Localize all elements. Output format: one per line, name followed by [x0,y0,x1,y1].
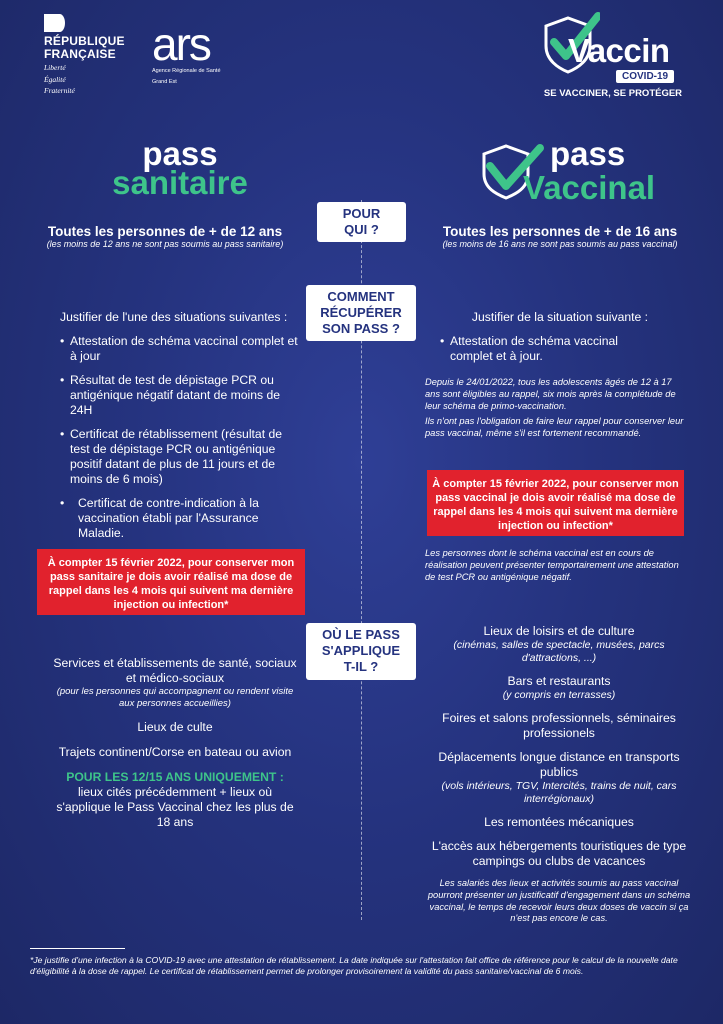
list-item: • Résultat de test de dépistage PCR ou antigénique négatif datant de moins de 24H [60,373,300,418]
vaccinal-note-3: Les personnes dont le schéma vaccinal est en cours de réalisation peuvent présenter temportairement une attestation de test PCR ou antigénique négatif. [425,548,679,582]
q2-line3: SON PASS ? [322,321,400,336]
ars-sub-1: Agence Régionale de Santé [152,68,221,74]
republique-francaise-logo [44,14,134,96]
ars-logo [152,18,252,86]
rf-title-line2: FRANÇAISE [44,47,116,61]
q3-line3: T-IL ? [343,659,379,674]
sanitaire-who-title: Toutes les personnes de + de 12 ans [47,224,283,239]
sanitaire-alert-box: À compter 15 février 2022, pour conserver mon pass sanitaire je dois avoir réalisé ma dose de rappel dans les 4 mois qui suivent ma dernière injection ou infection* [37,549,305,615]
list-item: • Attestation de schéma vaccinal complet et à jour [60,334,300,364]
vaccinal-place-6: L'accès aux hébergements touristiques de type campings ou clubs de vacances [431,839,687,868]
question-pour-qui [317,202,406,242]
vaccinal-place-3: Foires et salons professionnels, séminaires professionels [442,711,676,740]
vaccin-covid-logo [538,12,688,102]
pass-vaccinal-word: Vaccinal [523,169,656,206]
question-ou-s-applique [306,623,416,680]
slogan: SE VACCINER, SE PROTÉGER [543,88,683,99]
youth-text: lieux cités précédemment + lieux où s'applique le Pass Vaccinal chez les plus de 18 ans [56,785,294,829]
vaccinal-who [410,224,710,250]
vaccinal-intro: Justifier de la situation suivante : [471,310,649,324]
sanitaire-intro: Justifier de l'une des situations suivantes : [60,310,288,324]
vaccinal-place-1-note: (cinémas, salles de spectacle, musées, parcs d'attractions, ...) [453,639,665,664]
rf-motto-2: Égalité [44,74,66,84]
q1-line1: POUR [342,206,381,221]
vaccinal-place-4-note: (vols intérieurs, TGV, Intercités, trains de nuit, cars interrégionaux) [441,780,677,805]
vaccinal-place-4: Déplacements longue distance en transports publics [438,750,680,779]
marianne-flag-icon [44,14,76,32]
list-item: • Certificat de contre-indication à la vaccination établi par l'Assurance Maladie. [60,496,300,541]
pass-sanitaire-word: sanitaire [112,164,248,201]
sanitaire-place-2: Lieux de culte [137,720,213,734]
pass-sanitaire-pass-word: pass [142,135,218,172]
vaccinal-who-note: (les moins de 16 ans ne sont pas soumis au pass vaccinal) [442,239,678,249]
q2-line2: RÉCUPÉRER [320,305,402,320]
ars-logo-word: ars [152,18,210,70]
sanitaire-place-1-note: (pour les personnes qui accompagnent ou rendent visite aux personnes accueillies) [56,686,294,709]
vaccinal-note-1: Depuis le 24/01/2022, tous les adolescents âgés de 12 à 17 ans sont éligibles au rappel, six mois après la complétude de leur schéma de primo-vaccination. [425,377,676,411]
rf-motto-1: Liberté [44,63,66,72]
q3-line1: OÙ LE PASS [322,627,400,642]
youth-title: POUR LES 12/15 ANS UNIQUEMENT : [66,770,284,784]
vaccinal-places [425,624,693,925]
pass-vaccinal-title [478,135,656,206]
vaccinal-notes [425,377,685,440]
vaccinal-alert-box: À compter 15 février 2022, pour conserver mon pass vaccinal je dois avoir réalisé ma dose de rappel dans les 4 mois qui suivent ma dernière injection ou infection* [427,470,684,536]
q1-line2: QUI ? [344,222,379,237]
list-item: • Certificat de rétablissement (résultat de test de dépistage PCR ou antigénique positif datant de plus de 11 jours et de moins de 6 mois) [60,427,300,487]
vaccinal-justification-list [440,334,660,373]
footnote: *Je justifie d'une infection à la COVID-19 avec une attestation de rétablissement. La date indiquée sur l'attestation fait office de référence pour le calcul de la nouvelle date d'éligibilité à la dose de rappel. Le certificat de rétablissement permet de prolonger provisoirement la validité du pass sanitaire/vaccinal de 6 mois. [30,955,678,976]
vaccinal-closing-note: Les salariés des lieux et activités soumis au pass vaccinal pourront présenter un justificatif d'engagement dans un schéma vaccinal, le temps de recevoir leurs deux doses de vaccin si ça n'est pas encore le cas. [427,878,691,924]
vaccinal-place-5: Les remontées mécaniques [484,815,634,829]
vaccinal-place-2: Bars et restaurants [507,674,611,688]
pass-sanitaire-title [100,135,260,201]
vaccinal-place-2-note: (y compris en terrasses) [502,689,616,701]
q2-line1: COMMENT [327,289,395,304]
sanitaire-place-3: Trajets continent/Corse en bateau ou avion [58,745,292,759]
sanitaire-places [50,656,300,830]
q3-line2: S'APPLIQUE [321,643,401,658]
ars-sub-2: Grand Est [152,79,177,85]
sanitaire-justification-list [60,334,300,550]
rf-title-line1: RÉPUBLIQUE [44,34,125,48]
question-comment-recuperer [306,285,416,341]
covid-label: COVID-19 [616,70,674,83]
sanitaire-place-1: Services et établissements de santé, sociaux et médico-sociaux [53,656,297,685]
vaccin-logo-word: Vaccin [568,32,670,69]
footnote-rule [30,948,125,949]
rf-motto-3: Fraternité [44,86,75,95]
vaccinal-place-1: Lieux de loisirs et de culture [483,624,635,638]
sanitaire-who-note: (les moins de 12 ans ne sont pas soumis au pass sanitaire) [46,239,284,249]
list-item: • Attestation de schéma vaccinal complet et à jour. [440,334,660,364]
vaccinal-who-title: Toutes les personnes de + de 16 ans [442,224,678,239]
pass-vaccinal-pass-word: pass [550,135,626,172]
sanitaire-who [20,224,310,250]
vaccinal-note-2: Ils n'ont pas l'obligation de faire leur rappel pour conserver leur pass vaccinal, même s'il est fortement recommandé. [425,416,684,439]
